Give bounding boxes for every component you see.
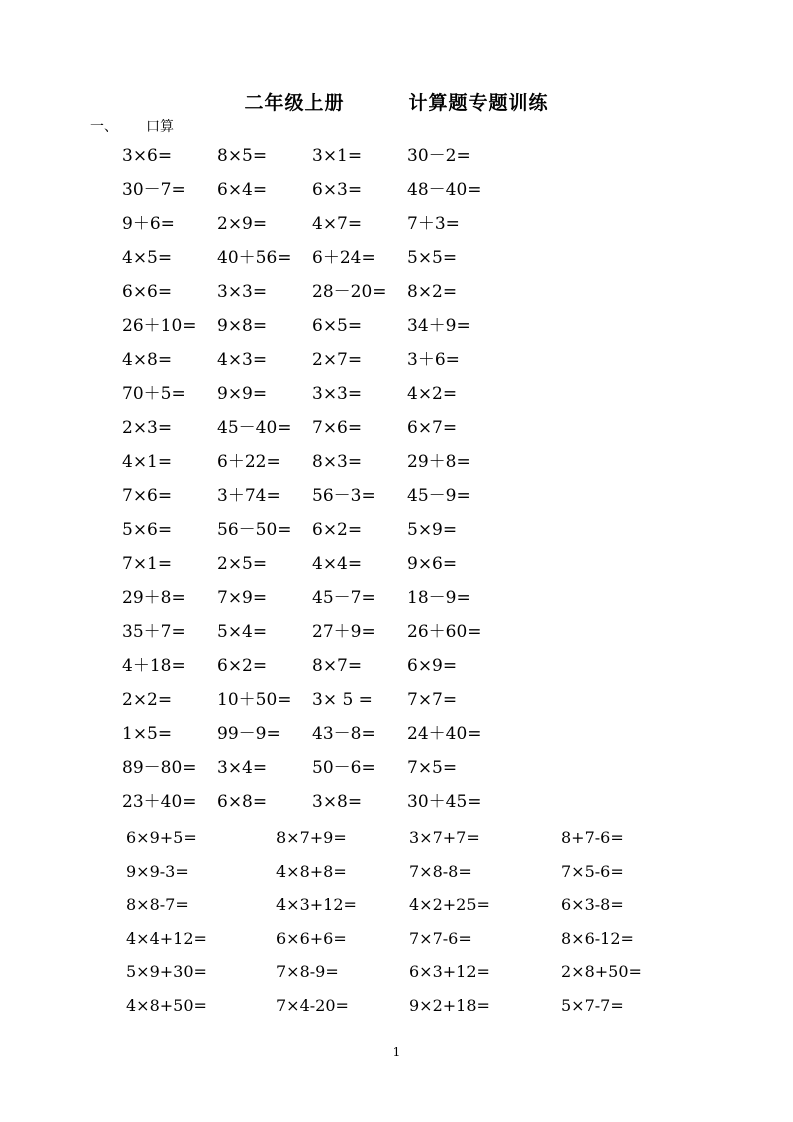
problems-b-row: [126, 928, 642, 962]
problems-a-problem: 89－80=: [122, 758, 197, 778]
mixed-operations-grid: [126, 827, 642, 1028]
problems-a-problem: 24＋40=: [407, 724, 482, 744]
problems-a-row: [122, 587, 502, 621]
problems-b-problem: 9×9-3=: [126, 861, 189, 881]
problems-b-problem: 7×4-20=: [276, 995, 349, 1015]
problems-a-problem: 6×9=: [407, 656, 458, 676]
problems-a-row: [122, 247, 502, 281]
problems-a-problem: 3×3=: [312, 384, 363, 404]
section-label: 口算: [146, 119, 174, 135]
page-title: [0, 88, 793, 115]
problems-a-problem: 6＋22=: [217, 452, 281, 472]
problems-b-problem: 8+7-6=: [561, 828, 624, 847]
problems-a-problem: 70＋5=: [122, 384, 186, 404]
problems-a-problem: 29＋8=: [407, 452, 471, 472]
problems-a-problem: 1×5=: [122, 724, 173, 744]
problems-a-problem: 56－3=: [312, 486, 376, 506]
problems-b-problem: 2×8+50=: [561, 962, 642, 981]
problems-a-problem: 3×6=: [122, 146, 173, 166]
problems-a-row: [122, 383, 502, 417]
problems-a-problem: 28－20=: [312, 282, 387, 302]
section-heading: [90, 116, 174, 136]
problems-a-problem: 9×6=: [407, 554, 458, 574]
problems-a-problem: 3＋74=: [217, 486, 281, 506]
problems-a-problem: 5×9=: [407, 520, 458, 540]
problems-a-problem: 35＋7=: [122, 622, 186, 642]
problems-b-problem: 3×7+7=: [409, 828, 480, 847]
problems-a-row: [122, 689, 502, 723]
problems-b-problem: 9×2+18=: [409, 995, 490, 1015]
problems-a-problem: 3×4=: [217, 758, 268, 778]
problems-b-row: [126, 827, 642, 861]
problems-b-problem: 4×3+12=: [276, 895, 357, 914]
problems-a-problem: 29＋8=: [122, 588, 186, 608]
oral-arithmetic-grid: [122, 145, 502, 825]
problems-b-problem: 6×3-8=: [561, 895, 624, 914]
problems-a-problem: 3＋6=: [407, 350, 460, 370]
problems-a-problem: 56－50=: [217, 520, 292, 540]
problems-a-problem: 48－40=: [407, 180, 482, 200]
problems-a-row: [122, 179, 502, 213]
problems-b-problem: 4×8+50=: [126, 995, 207, 1015]
problems-a-problem: 43－8=: [312, 724, 376, 744]
problems-a-problem: 9＋6=: [122, 214, 175, 234]
problems-a-problem: 7×7=: [407, 690, 458, 710]
problems-a-problem: 7×1=: [122, 554, 173, 574]
problems-b-problem: 6×9+5=: [126, 828, 197, 847]
problems-a-problem: 27＋9=: [312, 622, 376, 642]
problems-a-problem: 4×4=: [312, 554, 363, 574]
problems-a-problem: 8×7=: [312, 656, 363, 676]
problems-a-row: [122, 451, 502, 485]
problems-a-row: [122, 145, 502, 179]
problems-a-problem: 8×5=: [217, 146, 268, 166]
problems-a-problem: 2×9=: [217, 214, 268, 234]
problems-a-row: [122, 621, 502, 655]
problems-a-problem: 7×6=: [312, 418, 363, 438]
problems-a-problem: 3× 5 =: [312, 690, 373, 710]
problems-a-problem: 5×6=: [122, 520, 173, 540]
problems-a-problem: 7×9=: [217, 588, 268, 608]
problems-a-problem: 3×1=: [312, 146, 363, 166]
problems-a-problem: 6×2=: [217, 656, 268, 676]
problems-a-problem: 4×3=: [217, 350, 268, 370]
problems-a-problem: 9×9=: [217, 384, 268, 404]
problems-a-problem: 23＋40=: [122, 792, 197, 812]
problems-b-problem: 4×2+25=: [409, 895, 490, 914]
problems-a-problem: 50－6=: [312, 758, 376, 778]
page-number: 1: [392, 1045, 401, 1059]
problems-a-problem: 6＋24=: [312, 248, 376, 268]
problems-a-row: [122, 281, 502, 315]
problems-a-row: [122, 553, 502, 587]
problems-a-problem: 30＋45=: [407, 792, 482, 812]
title-grade: 二年级上册: [244, 92, 345, 114]
section-number: 一、: [90, 119, 118, 135]
problems-a-problem: 7＋3=: [407, 214, 460, 234]
problems-a-problem: 5×4=: [217, 622, 268, 642]
problems-a-problem: 7×6=: [122, 486, 173, 506]
problems-b-row: [126, 894, 642, 928]
problems-a-problem: 6×7=: [407, 418, 458, 438]
problems-a-problem: 2×5=: [217, 554, 268, 574]
problems-a-problem: 4×2=: [407, 384, 458, 404]
problems-a-problem: 45－40=: [217, 418, 292, 438]
problems-b-problem: 6×6+6=: [276, 928, 347, 948]
problems-a-problem: 8×3=: [312, 452, 363, 472]
problems-b-problem: 6×3+12=: [409, 962, 490, 981]
problems-b-problem: 4×4+12=: [126, 928, 207, 948]
problems-a-problem: 26＋10=: [122, 316, 197, 336]
problems-a-problem: 5×5=: [407, 248, 458, 268]
problems-b-problem: 8×8-7=: [126, 895, 189, 914]
problems-b-problem: 8×7+9=: [276, 828, 347, 847]
problems-a-problem: 6×2=: [312, 520, 363, 540]
problems-a-problem: 18－9=: [407, 588, 471, 608]
problems-b-row: [126, 861, 642, 895]
problems-a-problem: 4×8=: [122, 350, 173, 370]
problems-a-problem: 10＋50=: [217, 690, 292, 710]
problems-a-problem: 2×2=: [122, 690, 173, 710]
problems-a-problem: 34＋9=: [407, 316, 471, 336]
problems-a-problem: 26＋60=: [407, 622, 482, 642]
problems-a-problem: 2×3=: [122, 418, 173, 438]
problems-a-row: [122, 349, 502, 383]
problems-a-row: [122, 723, 502, 757]
problems-a-problem: 30－2=: [407, 146, 471, 166]
problems-b-problem: 4×8+8=: [276, 861, 347, 881]
problems-b-problem: 8×6-12=: [561, 928, 634, 948]
problems-a-problem: 3×3=: [217, 282, 268, 302]
problems-b-problem: 7×8-9=: [276, 962, 339, 981]
problems-a-problem: 4×5=: [122, 248, 173, 268]
problems-a-row: [122, 485, 502, 519]
problems-b-problem: 7×7-6=: [409, 928, 472, 948]
problems-a-problem: 3×8=: [312, 792, 363, 812]
problems-a-problem: 2×7=: [312, 350, 363, 370]
problems-a-problem: 9×8=: [217, 316, 268, 336]
problems-b-problem: 7×5-6=: [561, 861, 624, 881]
problems-a-problem: 4＋18=: [122, 656, 186, 676]
problems-a-problem: 8×2=: [407, 282, 458, 302]
problems-a-problem: 45－9=: [407, 486, 471, 506]
problems-b-row: [126, 995, 642, 1029]
problems-a-problem: 6×8=: [217, 792, 268, 812]
title-topic: 计算题专题训练: [408, 92, 549, 114]
problems-b-problem: 5×7-7=: [561, 995, 624, 1015]
problems-a-problem: 99－9=: [217, 724, 281, 744]
problems-a-problem: 6×6=: [122, 282, 173, 302]
problems-a-problem: 6×3=: [312, 180, 363, 200]
problems-a-row: [122, 519, 502, 553]
problems-a-row: [122, 757, 502, 791]
problems-a-row: [122, 417, 502, 451]
problems-a-row: [122, 315, 502, 349]
problems-a-row: [122, 655, 502, 689]
problems-b-row: [126, 961, 642, 995]
problems-a-problem: 6×5=: [312, 316, 363, 336]
problems-a-problem: 30－7=: [122, 180, 186, 200]
problems-a-problem: 6×4=: [217, 180, 268, 200]
problems-a-row: [122, 791, 502, 825]
problems-b-problem: 7×8-8=: [409, 861, 472, 881]
problems-a-problem: 40＋56=: [217, 248, 292, 268]
problems-a-problem: 4×7=: [312, 214, 363, 234]
problems-b-problem: 5×9+30=: [126, 962, 207, 981]
problems-a-problem: 7×5=: [407, 758, 458, 778]
problems-a-problem: 45－7=: [312, 588, 376, 608]
problems-a-row: [122, 213, 502, 247]
problems-a-problem: 4×1=: [122, 452, 173, 472]
